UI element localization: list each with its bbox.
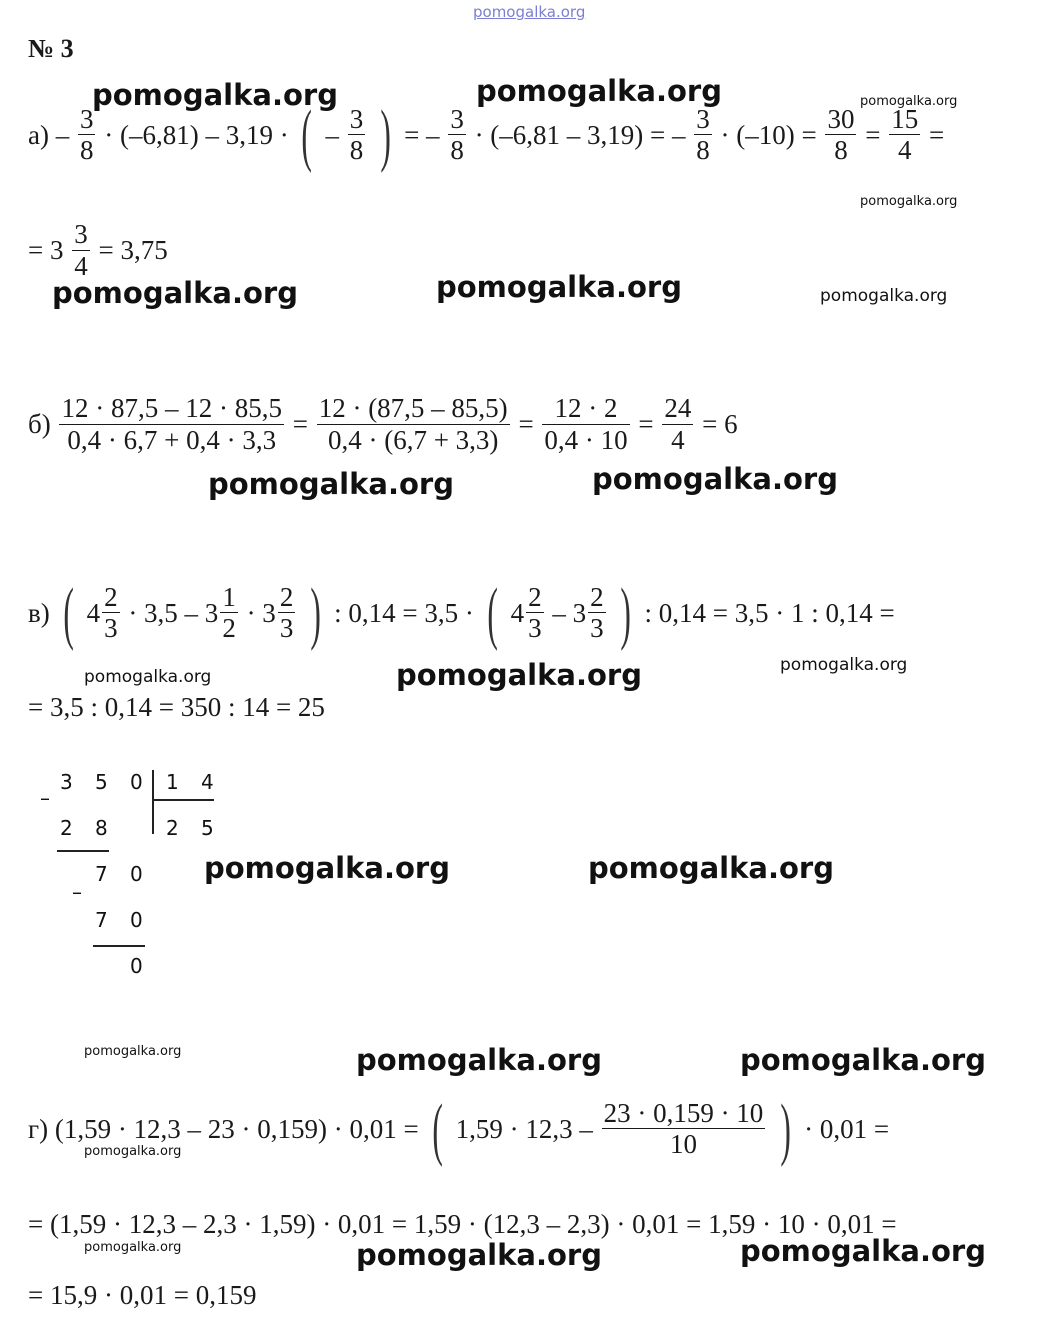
part-g-text: 1,59 · 12,3 – xyxy=(455,1114,593,1144)
part-v-text: – 3 xyxy=(552,598,587,628)
watermark: pomogalka.org xyxy=(588,851,834,885)
division-bar xyxy=(152,770,154,834)
subtrahend-digit: 2 xyxy=(60,816,73,840)
part-a-text: = xyxy=(865,120,881,150)
part-v-line-1 xyxy=(28,575,895,652)
watermark: pomogalka.org xyxy=(84,1240,182,1255)
watermark: pomogalka.org xyxy=(436,270,682,304)
fraction: $\frac{12 \cdot 87,5 - 12 \cdot 85,5}{0,4 \cdot 6,7 + 0,4 \cdot 3,3}$ xyxy=(61,393,282,455)
watermark: pomogalka.org xyxy=(476,74,722,108)
watermark: pomogalka.org xyxy=(356,1238,602,1272)
part-v-text: : 0,14 = 3,5 · 1 : 0,14 = xyxy=(644,598,895,628)
fraction: $\frac{12 \cdot 2}{0,4 \cdot 10}$ xyxy=(544,393,628,455)
fraction: $\frac{12 \cdot (87,5 - 85,5)}{0,4 \cdot (6,7 + 3,3)}$ xyxy=(318,393,508,455)
part-a-text: · (–6,81 – 3,19) = – xyxy=(474,120,686,150)
fraction: $\frac{30}{8}$ xyxy=(827,103,855,166)
divisor-underline xyxy=(152,799,214,801)
part-g-line-2: = (1,59 · 12,3 – 2,3 · 1,59) · 0,01 = 1,59 · (12,3 – 2,3) · 0,01 = 1,59 · 10 · 0,01 = xyxy=(28,1209,897,1239)
part-a-text: – xyxy=(325,120,340,150)
final-remainder: 0 xyxy=(130,954,143,978)
right-paren: ) xyxy=(380,97,391,174)
division-minus: – xyxy=(72,880,82,904)
watermark: pomogalka.org xyxy=(84,667,212,687)
watermark: pomogalka.org xyxy=(356,1043,602,1077)
subtrahend-digit: 0 xyxy=(130,908,143,932)
watermark: pomogalka.org xyxy=(396,658,642,692)
problem-title: № 3 xyxy=(28,34,74,63)
part-g-line-3: = 15,9 · 0,01 = 0,159 xyxy=(28,1280,257,1310)
fraction: $\frac{2}{3}$ xyxy=(104,581,118,644)
left-paren: ( xyxy=(487,575,498,652)
dividend-digit: 0 xyxy=(130,770,143,794)
fraction: $\frac{3}{8}$ xyxy=(450,103,464,166)
part-b-text: = xyxy=(638,409,654,440)
part-g-label: г) xyxy=(28,1114,49,1144)
part-v-text: · 3,5 – 3 xyxy=(128,598,219,628)
subtraction-line xyxy=(57,850,109,852)
part-a-text: = – xyxy=(404,120,440,150)
watermark: pomogalka.org xyxy=(84,1044,182,1059)
dividend-digit: 5 xyxy=(95,770,108,794)
dividend-digit: 3 xyxy=(60,770,73,794)
watermark: pomogalka.org xyxy=(780,655,908,675)
watermark: pomogalka.org xyxy=(592,462,838,496)
right-paren: ) xyxy=(780,1091,791,1168)
fraction: $\frac{2}{3}$ xyxy=(279,581,294,644)
quotient-digit: 2 xyxy=(166,816,179,840)
divisor-digit: 4 xyxy=(201,770,214,794)
watermark: pomogalka.org xyxy=(740,1043,986,1077)
fraction: $\frac{24}{4}$ xyxy=(664,393,692,455)
part-v-text: · 3 xyxy=(246,598,276,628)
watermark: pomogalka.org xyxy=(208,467,454,501)
part-a-text: = 3 xyxy=(28,235,64,266)
fraction: $\frac{2}{3}$ xyxy=(590,581,604,644)
part-v-text: 4 xyxy=(86,598,101,628)
watermark: pomogalka.org xyxy=(860,194,958,209)
part-v-line-2: = 3,5 : 0,14 = 350 : 14 = 25 xyxy=(28,692,325,722)
watermark: pomogalka.org xyxy=(740,1234,986,1268)
site-header-link[interactable]: pomogalka.org xyxy=(473,3,586,21)
fraction: $\frac{3}{8}$ xyxy=(696,103,710,166)
quotient-digit: 5 xyxy=(201,816,214,840)
part-v-text: : 0,14 = 3,5 · xyxy=(334,598,474,628)
part-a-text: – xyxy=(55,120,70,150)
watermark: pomogalka.org xyxy=(84,1144,182,1159)
watermark: pomogalka.org xyxy=(204,851,450,885)
part-a-label: а) xyxy=(28,120,49,150)
watermark: pomogalka.org xyxy=(92,78,338,112)
right-paren: ) xyxy=(310,575,321,652)
fraction: $\frac{3}{4}$ xyxy=(74,219,88,281)
left-paren: ( xyxy=(301,97,313,174)
part-b-text: = xyxy=(292,409,308,440)
part-v-text: 4 xyxy=(510,598,525,628)
part-b-label: б) xyxy=(28,409,51,440)
watermark: pomogalka.org xyxy=(860,94,958,109)
watermark: pomogalka.org xyxy=(52,276,298,310)
part-a-text: = 3,75 xyxy=(98,235,168,266)
left-paren: ( xyxy=(62,575,74,652)
fraction: $\frac{23 \cdot 0,159 \cdot 10}{10}$ xyxy=(603,1097,764,1160)
part-b-line xyxy=(28,394,738,456)
fraction: $\frac{2}{3}$ xyxy=(528,581,542,644)
part-a-text: · (–6,81) – 3,19 · xyxy=(104,120,289,150)
part-v-label: в) xyxy=(28,598,50,628)
left-paren: ( xyxy=(431,1091,443,1168)
fraction: $\frac{1}{2}$ xyxy=(222,581,236,644)
part-b-text: = xyxy=(518,409,534,440)
part-a-text: = xyxy=(928,120,945,150)
subtraction-line xyxy=(93,945,145,947)
right-paren: ) xyxy=(620,575,632,652)
fraction: $\frac{3}{8}$ xyxy=(349,103,364,166)
division-minus: – xyxy=(40,786,50,810)
fraction: $\frac{3}{8}$ xyxy=(79,103,94,166)
part-b-text: = 6 xyxy=(702,409,738,440)
part-a-line-2 xyxy=(28,220,168,282)
divisor-digit: 1 xyxy=(166,770,179,794)
watermark: pomogalka.org xyxy=(820,286,948,306)
part-g-text: · 0,01 = xyxy=(804,1114,890,1144)
part-a-text: · (–10) = xyxy=(720,120,817,150)
subtrahend-digit: 8 xyxy=(95,816,108,840)
remainder-digit: 7 xyxy=(95,862,108,886)
fraction: $\frac{15}{4}$ xyxy=(891,103,919,166)
subtrahend-digit: 7 xyxy=(95,908,108,932)
remainder-digit: 0 xyxy=(130,862,143,886)
part-g-text: (1,59 · 12,3 – 23 · 0,159) · 0,01 = xyxy=(54,1114,419,1144)
